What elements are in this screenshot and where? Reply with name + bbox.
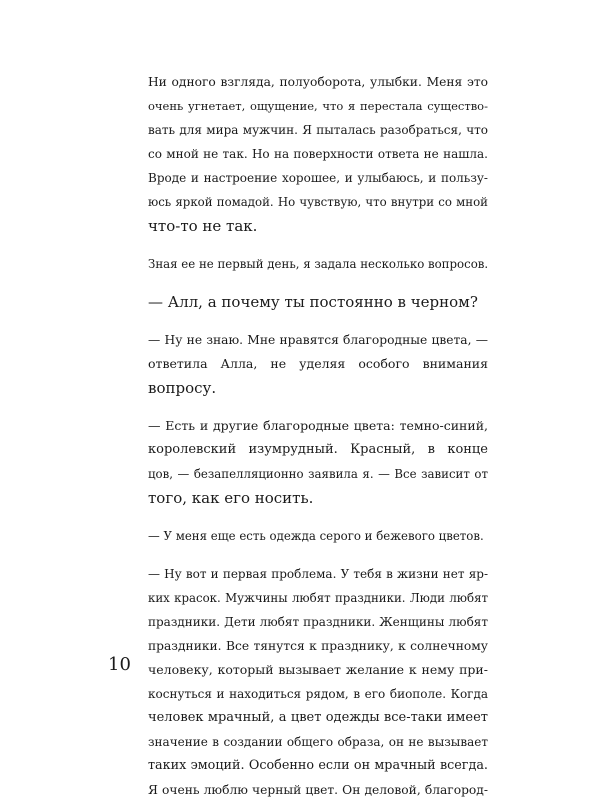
text-line: человек мрачный, а цвет одежды все-таки имеет [148,710,488,725]
paragraph-4 [148,328,488,400]
body-text [148,70,488,802]
paragraph-2 [148,252,488,276]
paragraph-gap [148,548,488,562]
text-line: Я очень люблю черный цвет. Он деловой, благород- [148,783,488,797]
text-line: со мной не так. Но на поверхности ответа не нашла. [148,147,488,161]
text-line: Вроде и настроение хорошее, и улыбаюсь, и пользу- [148,171,488,185]
text-line: цов, — безапелляционно заявила я. — Все зависит от [148,467,488,481]
paragraph-gap [148,238,488,252]
text-line: значение в создании общего образа, он не вызывает [148,735,488,749]
paragraph-6 [148,524,488,548]
text-line: коснуться и находиться рядом, в его биополе. Когда [148,687,488,701]
text-line: ответила Алла, не уделяя особого внимания [148,356,488,371]
text-line: Ни одного взгляда, полуоборота, улыбки. Меня это [148,75,488,89]
text-line: праздники. Дети любят праздники. Женщины любят [148,615,488,629]
paragraph-gap [148,276,488,290]
text-line: — Ну вот и первая проблема. У тебя в жизни нет яр- [148,567,488,581]
text-line: что-то не так. [148,217,258,235]
paragraph-gap [148,400,488,414]
text-line: королевский изумрудный. Красный, в конце [148,442,488,457]
text-line: таких эмоций. Особенно если он мрачный всегда. [148,758,488,773]
text-line: праздники. Все тянутся к празднику, к солнечному [148,639,488,653]
text-line: — У меня еще есть одежда серого и бежевого цветов. [148,529,484,543]
text-line: того, как его носить. [148,489,314,507]
text-line: человеку, который вызывает желание к нему при- [148,662,488,677]
paragraph-3 [148,290,488,314]
text-line: — Есть и другие благородные цвета: темно-синий, [148,418,488,433]
paragraph-1 [148,70,488,238]
paragraph-gap [148,510,488,524]
text-line: вопросу. [148,379,217,397]
text-line: Зная ее не первый день, я задала несколько вопросов. [148,257,489,271]
text-line: — Алл, а почему ты постоянно в черном? [148,293,478,311]
text-line: вать для мира мужчин. Я пыталась разобраться, что [148,123,488,137]
text-line: юсь яркой помадой. Но чувствую, что внутри со мной [148,195,488,209]
paragraph-7 [148,562,488,802]
page-number: 10 [108,654,131,675]
text-line: — Ну не знаю. Мне нравятся благородные цвета, — [148,333,488,347]
text-line: очень угнетает, ощущение, что я перестала существо- [148,99,488,113]
paragraph-5 [148,414,488,510]
text-line: ких красок. Мужчины любят праздники. Люди любят [148,591,488,605]
paragraph-gap [148,314,488,328]
